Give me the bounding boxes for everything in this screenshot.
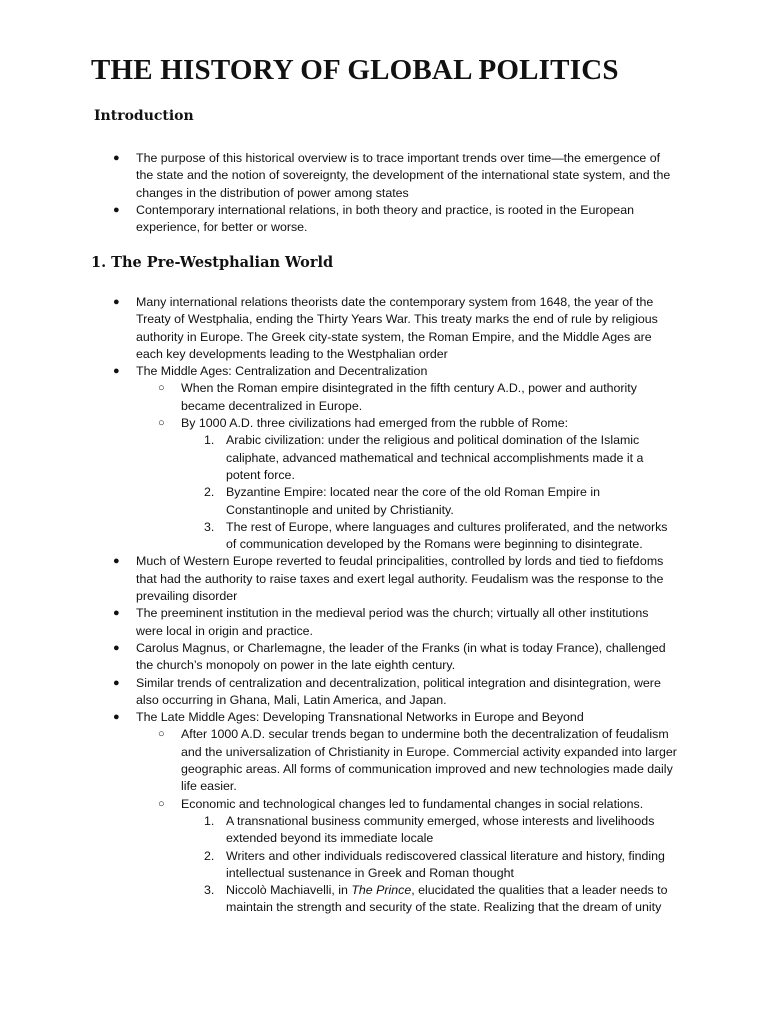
list-item-text: The rest of Europe, where languages and cultures proliferated, and the networks of communication developed by the Romans were beginning to disintegrate. [226,519,668,552]
list-item-text: The preeminent institution in the medieval period was the church; virtually all other institutions were local in origin and practice. [136,606,649,638]
list-item [0,363,676,380]
list-item [0,432,678,484]
bullet-marker: ● [113,152,120,164]
list-item [0,202,676,237]
list-item-text: A transnational business community emerged, whose interests and livelihoods extended beyond its immediate locale [226,813,655,846]
list-item-text-after: , elucidated the qualities that a leader needs to maintain the strength and security of the state. Realizing that the dream of unity [226,883,668,915]
list-item [0,882,678,917]
list-item-text: Many international relations theorists date the contemporary system from 1648, the year of the Treaty of Westphalia, ending the Thirty Years War. This treaty marks the end of rule by religious authority in Europe. The Greek city-state system, the Roman Empire, and the Middle Ages are each key developments leading to the Westphalian order [136,295,658,361]
list-item-text: By 1000 A.D. three civilizations had emerged from the rubble of Rome: [181,416,569,431]
list-item-text: Economic and technological changes led to fundamental changes in social relations. [181,796,644,811]
list-item-text: Much of Western Europe reverted to feudal principalities, controlled by lords and tied to fiefdoms that had the authority to raise taxes and exert legal authority. Feudalism was the response to the prevailing disorder [136,554,664,604]
list-item-text: When the Roman empire disintegrated in the fifth century A.D., power and authority became decentralized in Europe. [181,381,637,413]
number-marker: 2. [204,485,215,500]
list-item [0,848,678,883]
list-item-text: The purpose of this historical overview is to trace important trends over time—the emergence of the state and the notion of sovereignty, the development of the international state system, and the changes in the distribution of power among states [136,151,671,200]
list-item-text: Contemporary international relations, in both theory and practice, is rooted in the European experience, for better or worse. [136,202,634,235]
list-item-text-before: Niccolò Machiavelli, in [226,883,352,898]
list-item [0,519,678,554]
list-item [0,380,679,415]
list-item [0,415,679,432]
sub-bullet-marker: ○ [158,382,165,395]
number-marker: 2. [204,848,215,863]
introduction-list [0,150,768,236]
bullet-marker: ● [113,641,120,654]
number-marker: 3. [204,519,215,534]
list-item [0,553,676,605]
sub-bullet-marker: ○ [158,728,165,741]
list-item-text: The Middle Ages: Centralization and Decentralization [136,364,428,379]
list-item-text: Carolus Magnus, or Charlemagne, the leader of the Franks (in what is today France), challenged the church’s monopoly on power in the late eighth century. [136,640,666,673]
list-item [0,605,676,640]
list-item-text: Byzantine Empire: located near the core of the old Roman Empire in Constantinople and united by Christianity. [226,485,600,517]
bullet-marker: ● [113,365,120,378]
number-marker: 1. [204,813,215,828]
list-item-text: Similar trends of centralization and decentralization, political integration and disintegration, were also occurring in Ghana, Mali, Latin America, and Japan. [136,675,661,707]
section-heading: 1. The Pre-Westphalian World [91,254,334,271]
list-item [0,294,676,363]
list-item [0,675,676,710]
bullet-marker: ● [113,296,120,308]
list-item [0,813,678,848]
list-item [0,796,679,813]
list-item [0,640,676,675]
section-list [0,294,768,917]
sub-bullet-marker: ○ [158,797,165,810]
number-marker: 1. [204,433,215,448]
list-item [0,709,676,726]
number-marker: 3. [204,883,215,898]
bullet-marker: ● [113,676,120,689]
list-item-text: Writers and other individuals rediscovered classical literature and history, finding intellectual sustenance in Greek and Roman thought [226,848,665,880]
bullet-marker: ● [113,203,120,216]
bullet-marker: ● [113,711,120,724]
list-item-text: After 1000 A.D. secular trends began to undermine both the decentralization of feudalism and the universalization of Christianity in Europe. Commercial activity expanded into larger geographic areas. All forms of communication improved and new technologies made daily life easier. [181,727,677,794]
bullet-marker: ● [113,555,120,568]
document-title: THE HISTORY OF GLOBAL POLITICS [91,54,619,86]
introduction-heading: Introduction [94,108,194,124]
book-title: The Prince [351,883,412,898]
list-item [0,484,678,519]
list-item [0,726,679,795]
sub-bullet-marker: ○ [158,417,165,430]
list-item-text: The Late Middle Ages: Developing Transnational Networks in Europe and Beyond [136,710,584,725]
list-item-text: Arabic civilization: under the religious and political domination of the Islamic caliphate, advanced mathematical and technical accomplishments made it a potent force. [226,433,644,482]
list-item [0,150,676,202]
bullet-marker: ● [113,607,120,620]
